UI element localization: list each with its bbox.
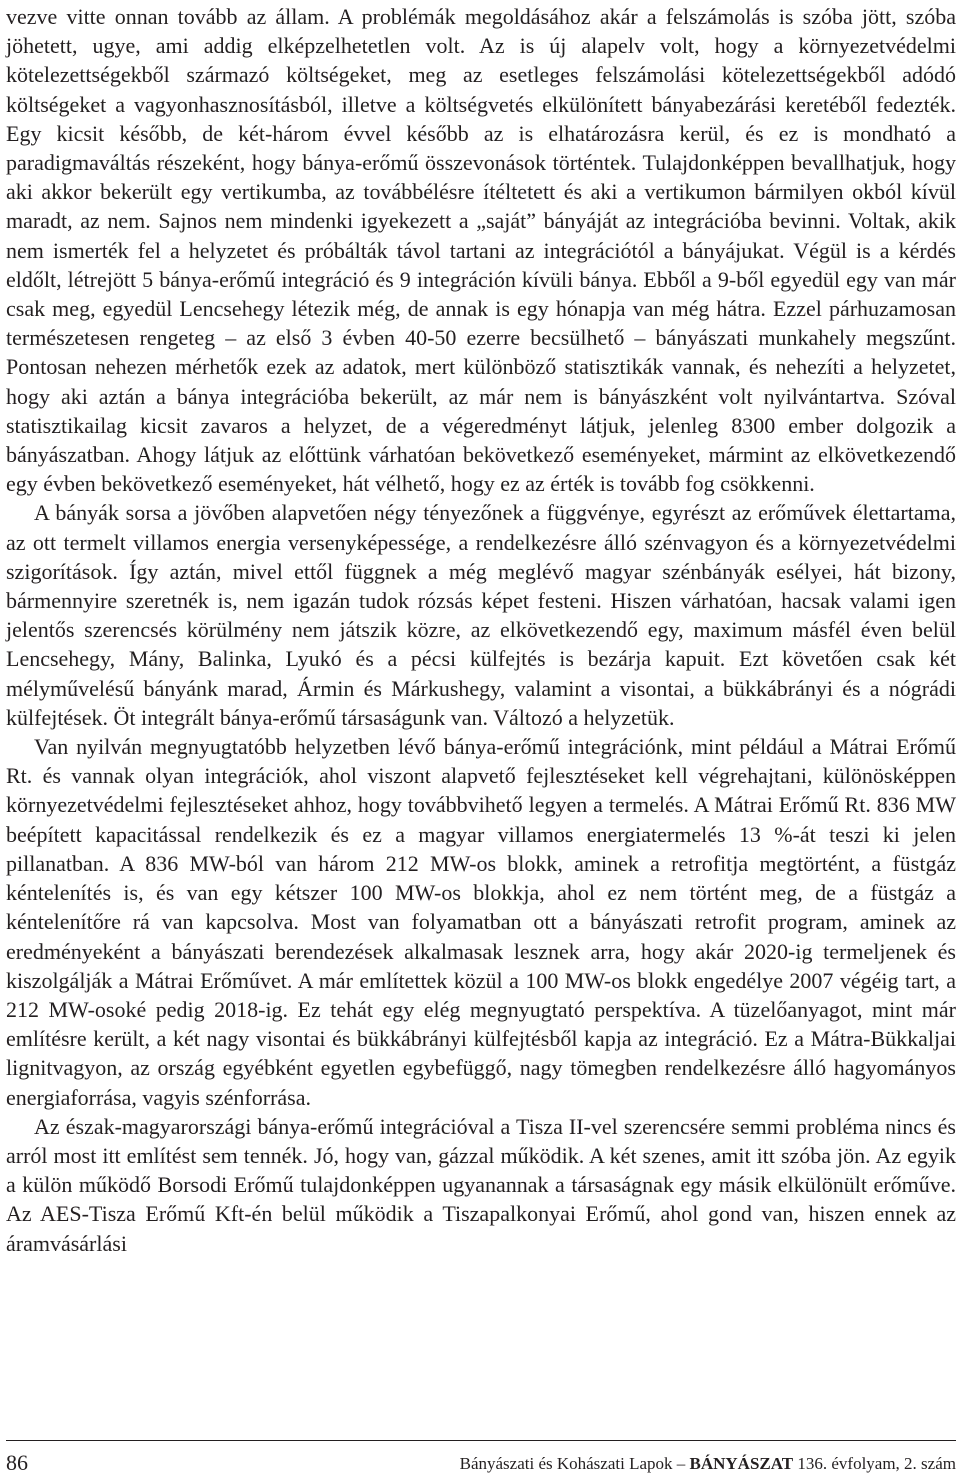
paragraph-north-hungary-integration: Az észak-magyarországi bánya-erőmű integrációval a Tisza II-vel szerencsére semmi probléma nincs és arról most itt említést sem tennék. Jó, hogy van, gázzal működik. A két szenes, amit itt szóba jön. Az egyik a külön működő Borsodi Erőmű tulajdonképpen ugyanannak a társaságnak egy másik elkülönült erőműve. Az AES-Tisza Erőmű Kft-én belül működik a Tiszapalkonyai Erőmű, ahol gond van, hiszen ennek az áramvásárlási: [6, 1113, 956, 1256]
page-number: 86: [6, 1450, 28, 1475]
paragraph-continuation: vezve vitte onnan tovább az állam. A problémák megoldásához akár a felszámolás is szóba jött, szóba jöhetett, ugye, ami addig elképzelhetetlen volt. Az is új alapelv volt, hogy a környezetvédelmi kötelezettségekből származó költségeket, meg az esetleges felszámolási kötelezettségekből adódó költségeket a vagyonhasznosításból, illetve a költségvetés elkülönített bányabezárási keretéből fedezték. Egy kicsit később, de két-három évvel később az is elhatározásra kerül, és ez is mondható a paradigmaváltás részeként, hogy bánya-erőmű összevonások történtek. Tulajdonképpen bevallhatjuk, hogy aki akkor bekerült egy vertikumba, az továbbélésre ítéltetett és aki a vertikumon bármilyen okból kívül maradt, az nem. Sajnos nem mindenki igyekezett a „saját” bányáját az integrációba bevinni. Voltak, akik nem ismerték fel a helyzetet és próbálták távol tartani az integrációtól a bányájukat. Végül is a kérdés eldőlt, létrejött 5 bánya-erőmű integráció és 9 integráción kívüli bánya. Ebből a 9-ből egyedül egy van már csak meg, egyedül Lencsehegy létezik még, de annak is egy hónapja van még hátra. Ezzel párhuzamosan természetesen rengeteg – az első 3 évben 40-50 ezerre becsülhető – bányászati munkahely megszűnt. Pontosan nehezen mérhetők ezek az adatok, mert különböző statisztikák vannak, és nehezíti a helyzetet, hogy aki aztán a bánya integrációba bekerült, az már nem is bányászként volt nyilvántartva. Szóval statisztikailag kicsit zavaros a helyzet, de a végeredményt látjuk, jelenleg 8300 ember dolgozik a bányászatban. Ahogy látjuk az előttünk várhatóan bekövetkező eseményeket, mármint az elkövetkezendő egy évben bekövetkező eseményeket, hát vélhető, hogy ez az érték is tovább fog csökkenni.: [6, 4, 956, 497]
issue-info: 136. évfolyam, 2. szám: [797, 1454, 956, 1473]
document-page: [6, 0, 956, 1482]
journal-section: BÁNYÁSZAT: [689, 1454, 794, 1473]
paragraph-matrai-eromu: Van nyilván megnyugtatóbb helyzetben lévő bánya-erőmű integrációnk, mint például a Mátrai Erőmű Rt. és vannak olyan integrációk, ahol viszont alapvető fejlesztéseket kell végrehajtani, különösképpen környezetvédelmi fejlesztéseket ahhoz, hogy továbbvihető legyen a termelés. A Mátrai Erőmű Rt. 836 MW beépített kapacitással rendelkezik és ez a magyar villamos energiatermelés 13 %-át teszi ki jelen pillanatban. A 836 MW-ból van három 212 MW-os blokk, aminek a retrofitja megtörtént, a füstgáz kéntelenítés is, és van egy kétszer 100 MW-os blokkja, ahol ez nem történt meg, de a füstgáz a kéntelenítőre rá van kapcsolva. Most van folyamatban ott a bányászati retrofit program, aminek az eredményeként a bányászati berendezések alkalmasak lesznek arra, hogy akár 2020-ig termeljenek és kiszolgálják a Mátrai Erőművet. A már említettek közül a 100 MW-os blokk engedélye 2007 végéig tart, a 212 MW-osoké pedig 2018-ig. Ez tehát egy elég megnyugtató perspektíva. A tüzelőanyagot, mint már említésre került, a két nagy visontai és bükkábrányi külfejtésből kapja az integráció. Ez a Mátra-Bükkaljai lignitvagyon, az ország egyébként egyetlen egybefüggő, nagy tömegben rendelkezésre álló hagyományos energiaforrása, vagyis szénforrása.: [6, 734, 956, 1110]
paragraph-mines-future: A bányák sorsa a jövőben alapvetően négy tényezőnek a függvénye, egyrészt az erőművek élettartama, az ott termelt villamos energia versenyképessége, a rendelkezésre álló szénvagyon és a környezetvédelmi szigorítások. Így aztán, mivel ettől függnek a még meglévő magyar szénbányák esélyei, hát bizony, bármennyire szeretnék is, nem igazán tudok rózsás képet festeni. Hiszen várhatóan, hacsak valami igen jelentős szerencsés körülmény nem játszik közre, az elkövetkezendő egy, maximum másfél éven belül Lencsehegy, Mány, Balinka, Lyukó és a pécsi külfejtés is bezárja kapuit. Ezt követően csak két mélyművelésű bányánk marad, Ármin és Márkushegy, valamint a visontai, a bükkábrányi és a nógrádi külfejtések. Öt integrált bánya-erőmű társaságunk van. Változó a helyzetük.: [6, 500, 956, 730]
footer-divider: [6, 1440, 956, 1441]
footer-dash: –: [676, 1454, 686, 1473]
running-footer: [460, 1454, 956, 1474]
page-footer: [6, 1452, 956, 1478]
journal-name: Bányászati és Kohászati Lapok: [459, 1454, 673, 1473]
article-body: [6, 2, 956, 1258]
